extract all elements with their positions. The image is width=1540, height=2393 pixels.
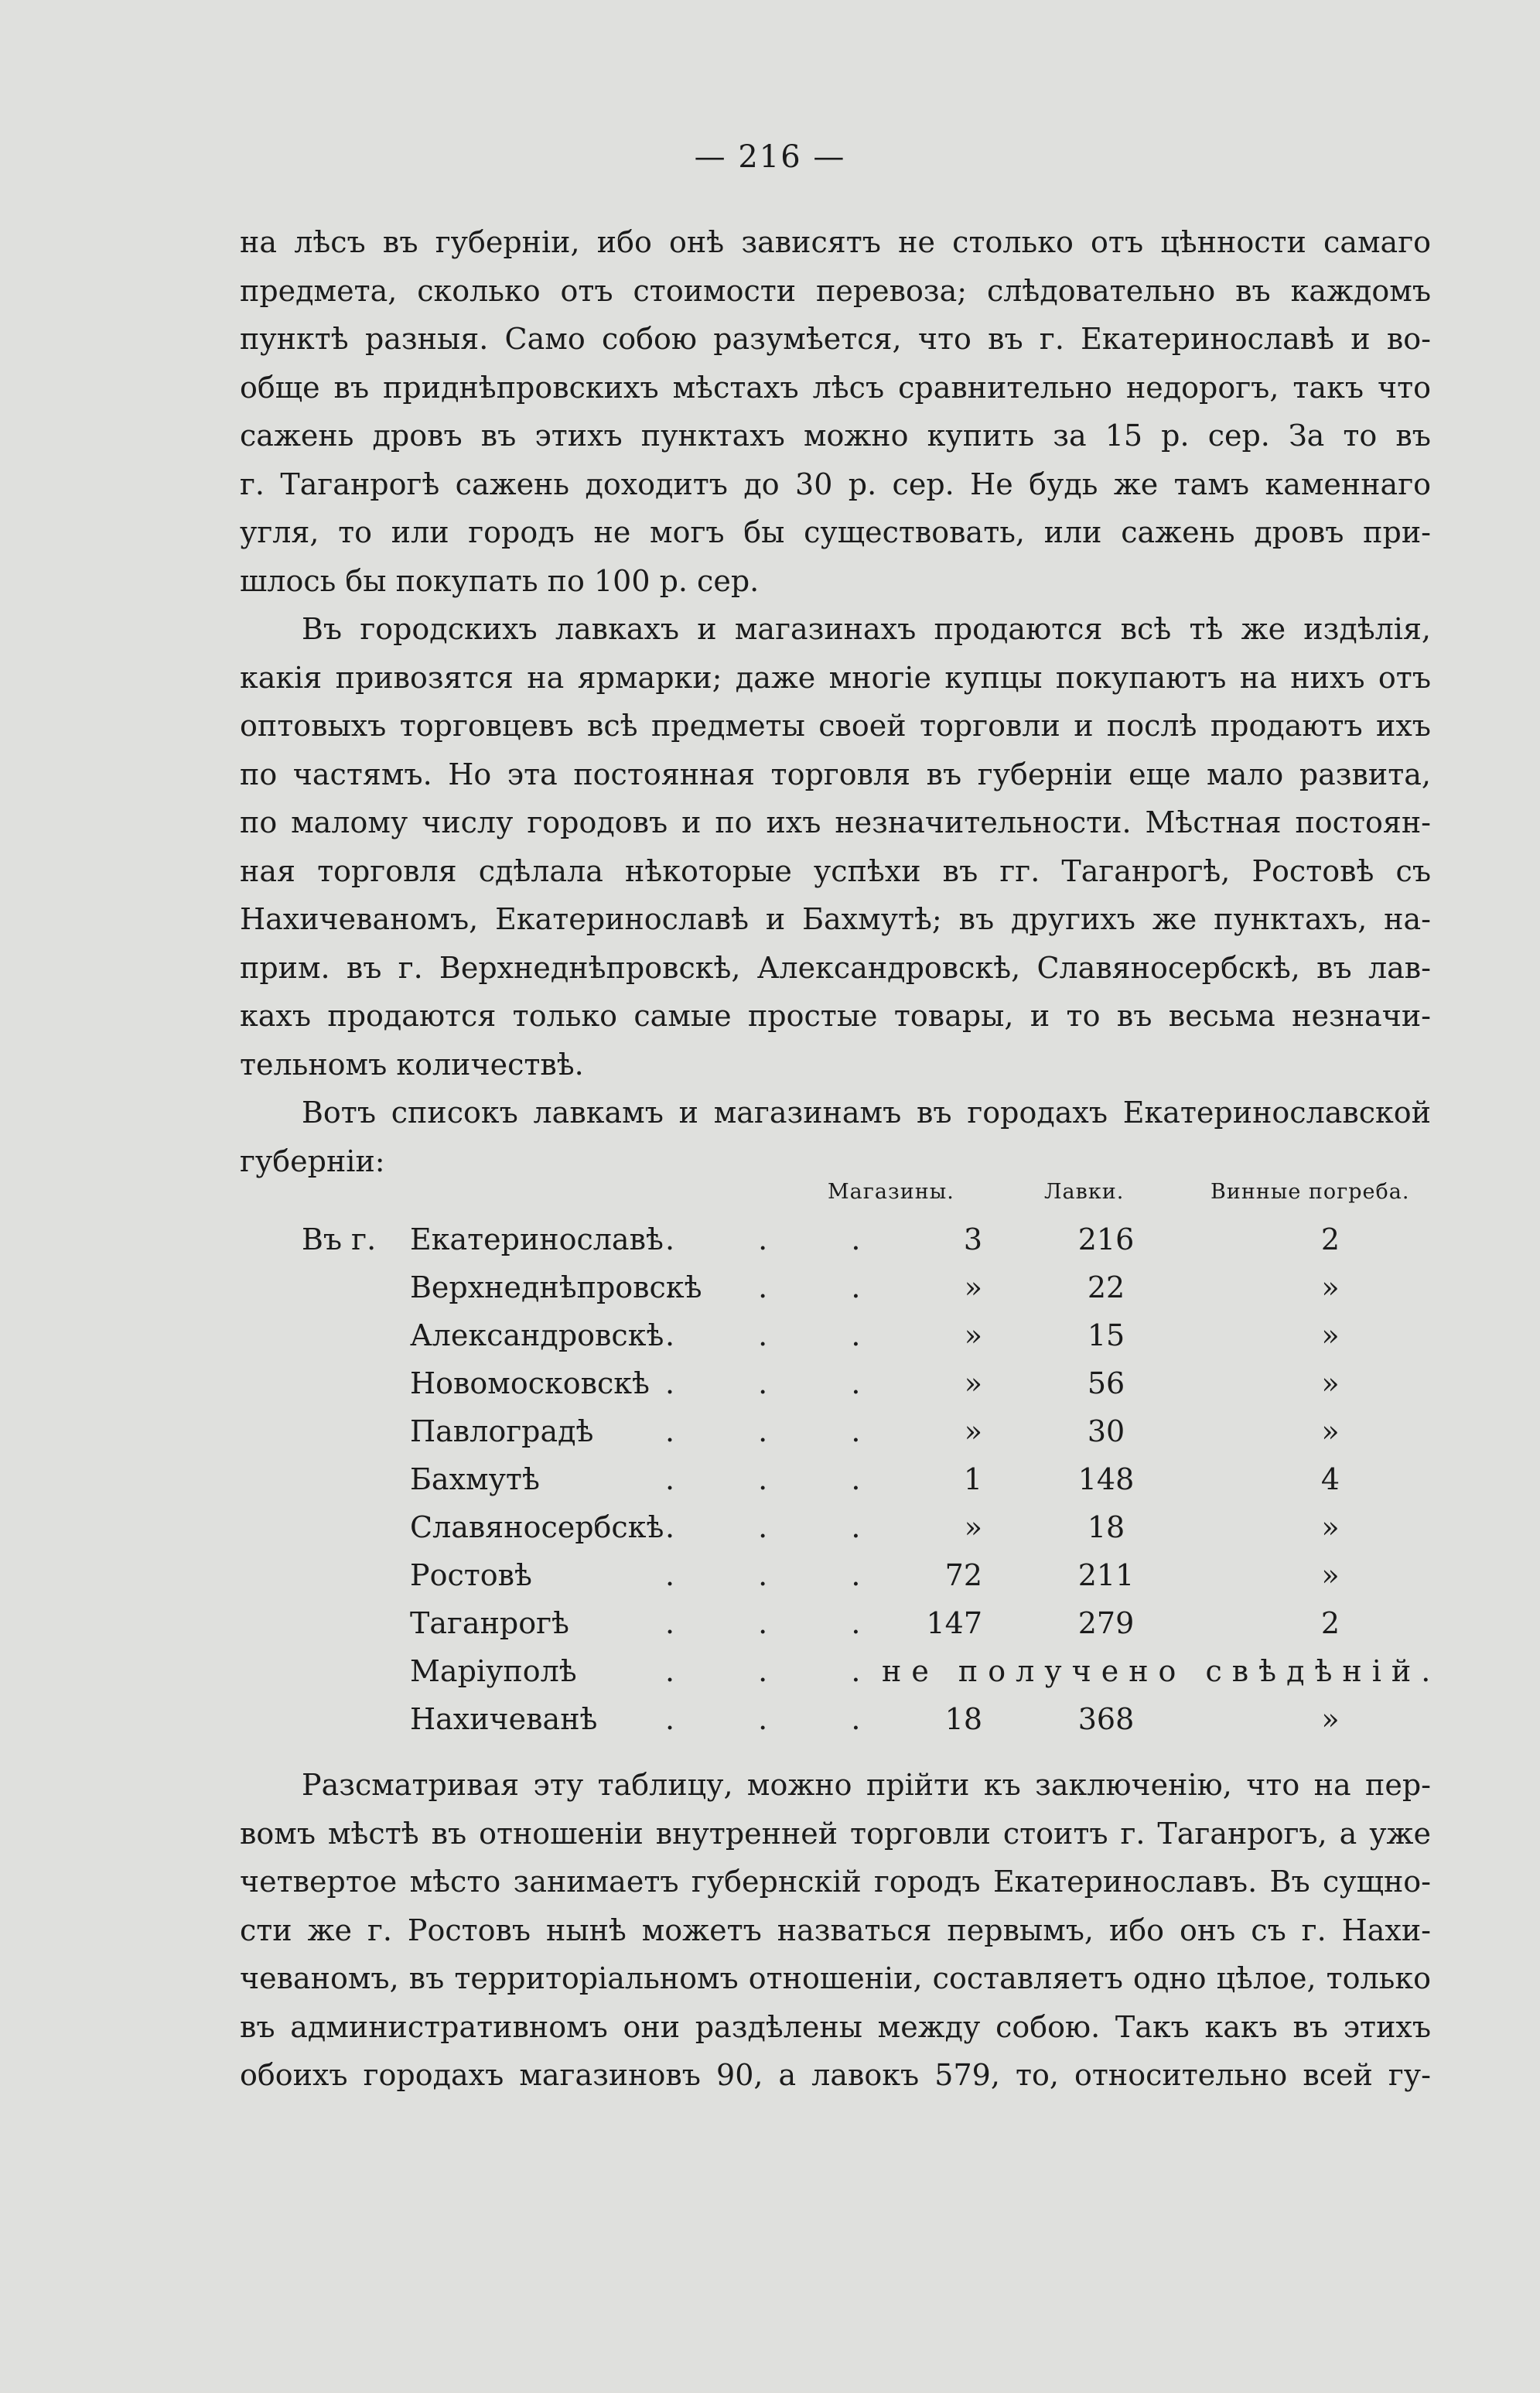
wine-count: » bbox=[1321, 1366, 1340, 1400]
leader-dots: . . . bbox=[665, 1558, 898, 1592]
text-line: вомъ мѣстѣ въ отношеніи внутренней торговли стоитъ г. Таганрогъ, а уже bbox=[240, 1816, 1431, 1851]
no-data-note: не получено свѣдѣній. bbox=[882, 1654, 1441, 1688]
text-line: прим. въ г. Верхнеднѣпровскѣ, Александровскѣ, Славяносербскѣ, въ лав- bbox=[240, 950, 1431, 985]
wine-count: » bbox=[1321, 1510, 1340, 1544]
wine-count: 2 bbox=[1320, 1222, 1340, 1256]
stalls-count: 30 bbox=[1087, 1414, 1125, 1448]
paragraph-3 bbox=[240, 1089, 1431, 1185]
text-line: Въ городскихъ лавкахъ и магазинахъ продаются всѣ тѣ же издѣлія, bbox=[302, 612, 1431, 646]
town-name: Павлоградѣ bbox=[410, 1414, 594, 1448]
text-line: кахъ продаются только самые простые товары, и то въ весьма незначи- bbox=[240, 999, 1431, 1033]
paragraph-4 bbox=[240, 1761, 1431, 2100]
town-name: Верхнеднѣпровскѣ bbox=[410, 1270, 702, 1304]
shops-count: 18 bbox=[944, 1702, 982, 1736]
town-name: Маріуполѣ bbox=[410, 1654, 577, 1688]
table-row bbox=[240, 1318, 1477, 1366]
table-row bbox=[240, 1366, 1477, 1414]
stalls-count: 279 bbox=[1077, 1606, 1135, 1640]
wine-count: » bbox=[1321, 1702, 1340, 1736]
leader-dots: . . . bbox=[665, 1366, 898, 1400]
stalls-count: 22 bbox=[1087, 1270, 1125, 1304]
text-line: угля, то или городъ не могъ бы существовать, или сажень дровъ при- bbox=[240, 515, 1431, 549]
leader-dots: . . . bbox=[665, 1270, 898, 1304]
leader-dots: . . . bbox=[665, 1414, 898, 1448]
paragraph-2 bbox=[240, 605, 1431, 1089]
shops-count: 3 bbox=[963, 1222, 982, 1256]
text-line: предмета, сколько отъ стоимости перевоза; слѣдовательно въ каждомъ bbox=[240, 273, 1431, 308]
table-row bbox=[240, 1462, 1477, 1510]
table-row bbox=[240, 1702, 1477, 1750]
stalls-count: 18 bbox=[1087, 1510, 1125, 1544]
text-line: по частямъ. Но эта постоянная торговля въ губерніи еще мало развита, bbox=[240, 757, 1431, 791]
stalls-count: 216 bbox=[1077, 1222, 1135, 1256]
stalls-count: 211 bbox=[1077, 1558, 1135, 1592]
town-name: Новомосковскѣ bbox=[410, 1366, 650, 1400]
leader-dots: . . . bbox=[665, 1222, 898, 1256]
leader-dots: . . . bbox=[665, 1462, 898, 1496]
stalls-count: 15 bbox=[1087, 1318, 1125, 1352]
table-row bbox=[240, 1270, 1477, 1318]
shops-count: » bbox=[964, 1318, 982, 1352]
text-line: шлось бы покупать по 100 р. сер. bbox=[240, 563, 760, 598]
leader-dots: . . . bbox=[665, 1654, 898, 1688]
town-name: Александровскѣ bbox=[410, 1318, 664, 1352]
text-line: пунктѣ разныя. Само собою разумѣется, что въ г. Екатеринославѣ и во- bbox=[240, 322, 1431, 356]
table-row bbox=[240, 1606, 1477, 1654]
wine-count: » bbox=[1321, 1414, 1340, 1448]
stalls-count: 56 bbox=[1087, 1366, 1125, 1400]
wine-count: » bbox=[1321, 1270, 1340, 1304]
text-line: четвертое мѣсто занимаетъ губернскій городъ Екатеринославъ. Въ сущно- bbox=[240, 1865, 1431, 1899]
stalls-count: 148 bbox=[1077, 1462, 1135, 1496]
stalls-count: 368 bbox=[1077, 1702, 1135, 1736]
shops-count: » bbox=[964, 1270, 982, 1304]
shops-count: 1 bbox=[963, 1462, 982, 1496]
shops-count: » bbox=[964, 1510, 982, 1544]
table-row bbox=[240, 1414, 1477, 1462]
table-row bbox=[240, 1654, 1477, 1702]
header-wine-cellars: Винные погреба. bbox=[1210, 1180, 1410, 1204]
table-row bbox=[240, 1510, 1477, 1558]
text-line: обоихъ городахъ магазиновъ 90, а лавокъ 579, то, относительно всей гу- bbox=[240, 2058, 1431, 2092]
leader-dots: . . . bbox=[665, 1702, 898, 1736]
text-line: Вотъ списокъ лавкамъ и магазинамъ въ городахъ Екатеринославской bbox=[302, 1096, 1431, 1130]
town-name: Таганрогѣ bbox=[410, 1606, 569, 1640]
text-line: сажень дровъ въ этихъ пунктахъ можно купить за 15 р. сер. За то въ bbox=[240, 419, 1431, 453]
text-line: губерніи: bbox=[240, 1144, 385, 1178]
text-line: на лѣсъ въ губерніи, ибо онѣ зависятъ не столько отъ цѣнности самаго bbox=[240, 225, 1431, 259]
town-name: Ростовѣ bbox=[410, 1558, 532, 1592]
text-line: Разсматривая эту таблицу, можно прійти къ заключенію, что на пер- bbox=[302, 1768, 1431, 1802]
wine-count: » bbox=[1321, 1318, 1340, 1352]
text-line: какія привозятся на ярмарки; даже многіе купцы покупаютъ на нихъ отъ bbox=[240, 660, 1431, 695]
shops-count: » bbox=[964, 1414, 982, 1448]
text-line: ная торговля сдѣлала нѣкоторые успѣхи въ гг. Таганрогѣ, Ростовѣ съ bbox=[240, 853, 1431, 888]
shops-count: » bbox=[964, 1366, 982, 1400]
header-shops: Магазины. bbox=[828, 1180, 954, 1204]
leader-dots: . . . bbox=[665, 1606, 898, 1640]
text-line: чеваномъ, въ территоріальномъ отношеніи, составляетъ одно цѣлое, только bbox=[240, 1961, 1431, 1995]
text-line: Нахичеваномъ, Екатеринославѣ и Бахмутѣ; въ другихъ же пунктахъ, на- bbox=[240, 902, 1431, 936]
text-line: г. Таганрогѣ сажень доходитъ до 30 р. сер. Не будь же тамъ каменнаго bbox=[240, 467, 1431, 501]
shops-count: 72 bbox=[944, 1558, 982, 1592]
town-name: Славяносербскѣ bbox=[410, 1510, 664, 1544]
leader-dots: . . . bbox=[665, 1318, 898, 1352]
page-number: — 216 — bbox=[694, 139, 846, 175]
text-line: по малому числу городовъ и по ихъ незначительности. Мѣстная постоян- bbox=[240, 805, 1431, 839]
table-row bbox=[240, 1222, 1477, 1270]
header-stalls: Лавки. bbox=[1044, 1180, 1125, 1204]
text-line: оптовыхъ торговцевъ всѣ предметы своей торговли и послѣ продаютъ ихъ bbox=[240, 709, 1431, 743]
town-name: Бахмутѣ bbox=[410, 1462, 540, 1496]
town-prefix: Въ г. bbox=[302, 1222, 377, 1256]
wine-count: 4 bbox=[1320, 1462, 1340, 1496]
text-line: тельномъ количествѣ. bbox=[240, 1047, 584, 1082]
wine-count: 2 bbox=[1320, 1606, 1340, 1640]
text-line: въ административномъ они раздѣлены между собою. Такъ какъ въ этихъ bbox=[240, 2009, 1431, 2044]
town-name: Нахичеванѣ bbox=[410, 1702, 598, 1736]
paragraph-1 bbox=[240, 218, 1431, 605]
text-line: сти же г. Ростовъ нынѣ можетъ назваться первымъ, ибо онъ съ г. Нахи- bbox=[240, 1913, 1431, 1947]
wine-count: » bbox=[1321, 1558, 1340, 1592]
shops-count: 147 bbox=[926, 1606, 982, 1640]
text-line: обще въ приднѣпровскихъ мѣстахъ лѣсъ сравнительно недорогъ, такъ что bbox=[240, 370, 1431, 405]
leader-dots: . . . bbox=[665, 1510, 898, 1544]
table-row bbox=[240, 1558, 1477, 1606]
town-name: Екатеринославѣ bbox=[410, 1222, 664, 1256]
